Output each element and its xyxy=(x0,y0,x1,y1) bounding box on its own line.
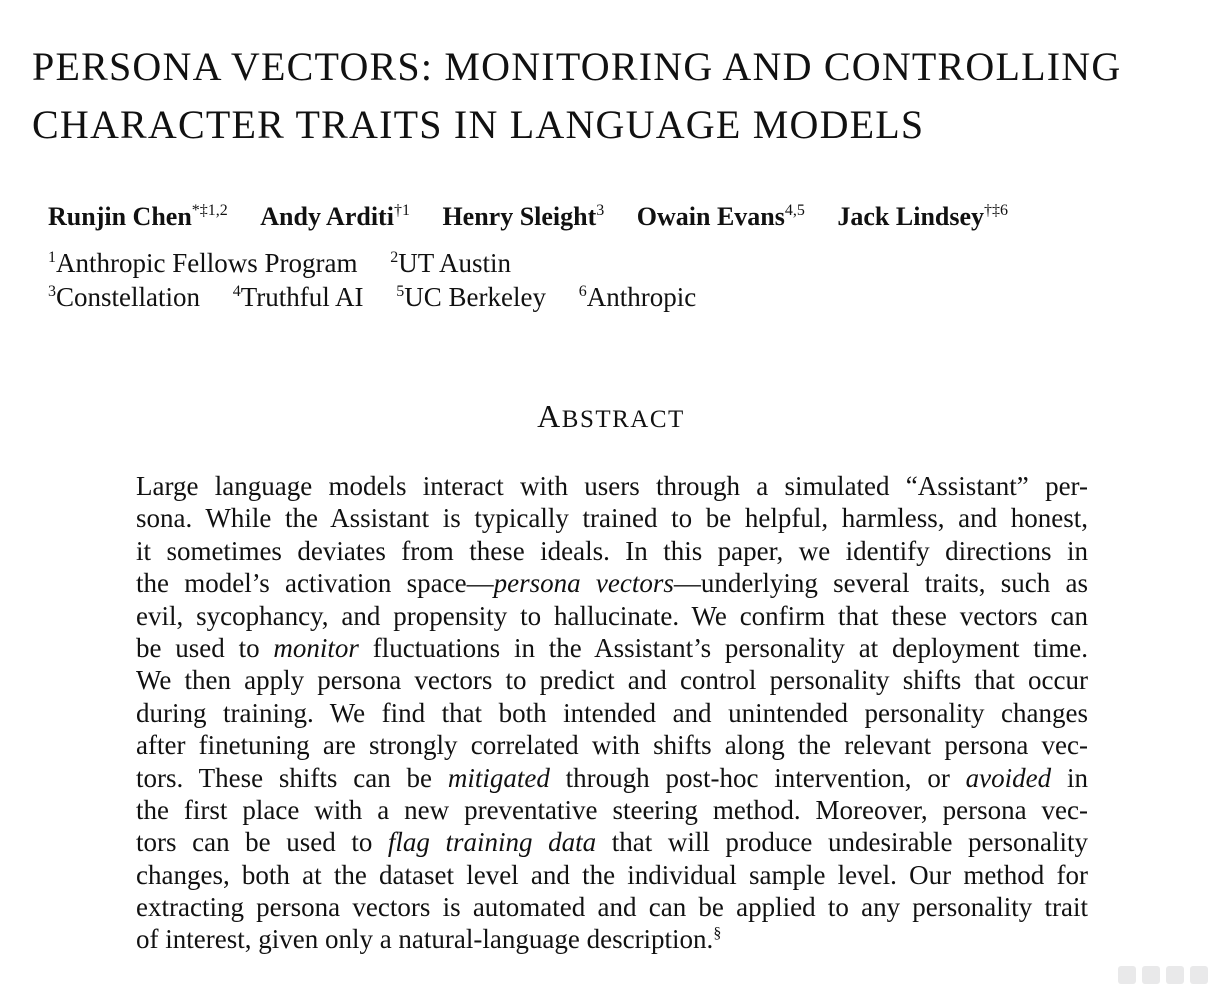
affiliation-name: UT Austin xyxy=(398,248,512,278)
abstract-emphasis: monitor xyxy=(273,632,359,663)
author-1 xyxy=(48,198,228,236)
abstract-text: tors. These shifts can be xyxy=(136,762,448,793)
abstract-line xyxy=(136,794,1088,826)
affiliation-number: 3 xyxy=(48,283,56,300)
author-marks: †‡6 xyxy=(984,202,1009,219)
affiliation-number: 4 xyxy=(232,283,241,300)
affiliation-list xyxy=(48,246,722,314)
affiliation-1 xyxy=(48,246,357,280)
abstract-text: fluctuations in the Assistant’s personality at deployment time. xyxy=(358,632,1088,663)
abstract-heading-rest: BSTRACT xyxy=(561,406,685,433)
abstract-text: after finetuning are strongly correlated with shifts along the relevant persona vec- xyxy=(136,730,1088,761)
affiliation-name: Anthropic Fellows Program xyxy=(56,248,358,278)
affiliation-name: Truthful AI xyxy=(240,282,364,312)
abstract-text: the model’s activation space— xyxy=(136,568,494,599)
abstract-text: it sometimes deviates from these ideals. In this paper, we identify directions in xyxy=(136,535,1088,566)
affiliation-3 xyxy=(48,280,200,314)
abstract-line xyxy=(136,891,1088,923)
author-list xyxy=(48,198,1034,236)
affiliation-line-2 xyxy=(48,280,722,314)
abstract-line xyxy=(136,470,1088,502)
affiliation-4 xyxy=(233,280,364,314)
abstract-text: —underlying several traits, such as xyxy=(673,568,1088,599)
abstract-text: extracting persona vectors is automated and can be applied to any personality trait xyxy=(136,892,1088,923)
title-line-1: PERSONA VECTORS: MONITORING AND CONTROLLING xyxy=(32,44,1122,89)
affiliation-5 xyxy=(396,280,546,314)
author-4 xyxy=(637,198,805,236)
abstract-line xyxy=(136,826,1088,858)
abstract-line xyxy=(136,632,1088,664)
affiliation-number: 1 xyxy=(48,249,56,266)
author-2 xyxy=(260,198,410,236)
author-name: Owain Evans xyxy=(636,202,785,231)
abstract-text: that will produce undesirable personality xyxy=(596,827,1088,858)
author-marks: 3 xyxy=(596,202,605,219)
abstract-line xyxy=(136,535,1088,567)
abstract-emphasis: persona vectors xyxy=(493,568,674,599)
abstract-text: Large language models interact with users through a simulated “Assistant” per- xyxy=(136,471,1088,501)
abstract-line xyxy=(136,729,1088,761)
author-3 xyxy=(442,198,604,236)
affiliation-name: Constellation xyxy=(56,282,200,312)
abstract-heading-initial: A xyxy=(537,398,562,434)
abstract-text: during training. We find that both intended and unintended personality changes xyxy=(136,697,1088,728)
abstract-text: through post-hoc intervention, or xyxy=(549,762,966,793)
corner-controls xyxy=(1118,966,1208,984)
abstract-text: We then apply persona vectors to predict and control personality shifts that occur xyxy=(136,665,1088,696)
abstract-emphasis: flag training data xyxy=(387,827,597,858)
abstract-line xyxy=(136,859,1088,891)
affiliation-line-1 xyxy=(48,246,722,280)
abstract-body xyxy=(136,470,1088,956)
affiliation-number: 5 xyxy=(396,283,405,300)
abstract-emphasis: mitigated xyxy=(447,762,550,793)
abstract-line xyxy=(136,502,1088,534)
affiliation-number: 2 xyxy=(390,249,399,266)
abstract-text: be used to xyxy=(136,632,274,663)
control-dot xyxy=(1190,966,1208,984)
author-name: Andy Arditi xyxy=(260,202,394,231)
abstract-text: sona. While the Assistant is typically trained to be helpful, harmless, and honest, xyxy=(136,503,1088,534)
abstract-line xyxy=(136,923,1088,955)
abstract-text: tors can be used to xyxy=(136,827,388,858)
abstract-text: the first place with a new preventative steering method. Moreover, persona vec- xyxy=(136,794,1088,825)
author-name: Henry Sleight xyxy=(442,202,597,231)
abstract-line xyxy=(136,600,1088,632)
abstract-line xyxy=(136,762,1088,794)
control-dot xyxy=(1166,966,1184,984)
affiliation-name: UC Berkeley xyxy=(404,282,546,312)
author-marks: *‡1,2 xyxy=(191,202,228,219)
footnote-mark: § xyxy=(713,925,722,943)
abstract-text: of interest, given only a natural-language description. xyxy=(136,924,714,955)
author-name: Runjin Chen xyxy=(48,202,192,231)
abstract-emphasis: avoided xyxy=(965,762,1052,793)
abstract-text: evil, sycophancy, and propensity to hallucinate. We confirm that these vectors can xyxy=(136,600,1088,631)
author-name: Jack Lindsey xyxy=(837,202,985,231)
abstract-text: in xyxy=(1051,762,1088,793)
paper-title xyxy=(32,38,1212,154)
affiliation-number: 6 xyxy=(578,283,587,300)
author-marks: 4,5 xyxy=(784,202,805,219)
control-dot xyxy=(1118,966,1136,984)
title-line-2: CHARACTER TRAITS IN LANGUAGE MODELS xyxy=(32,102,925,147)
abstract-line xyxy=(136,567,1088,599)
author-marks: †1 xyxy=(393,202,410,219)
abstract-text: changes, both at the dataset level and the individual sample level. Our method for xyxy=(136,859,1088,890)
affiliation-6 xyxy=(579,280,696,314)
abstract-heading xyxy=(0,398,1222,435)
affiliation-2 xyxy=(390,246,511,280)
author-5 xyxy=(837,198,1008,236)
abstract-line xyxy=(136,697,1088,729)
abstract-line xyxy=(136,664,1088,696)
affiliation-name: Anthropic xyxy=(586,282,697,312)
control-dot xyxy=(1142,966,1160,984)
